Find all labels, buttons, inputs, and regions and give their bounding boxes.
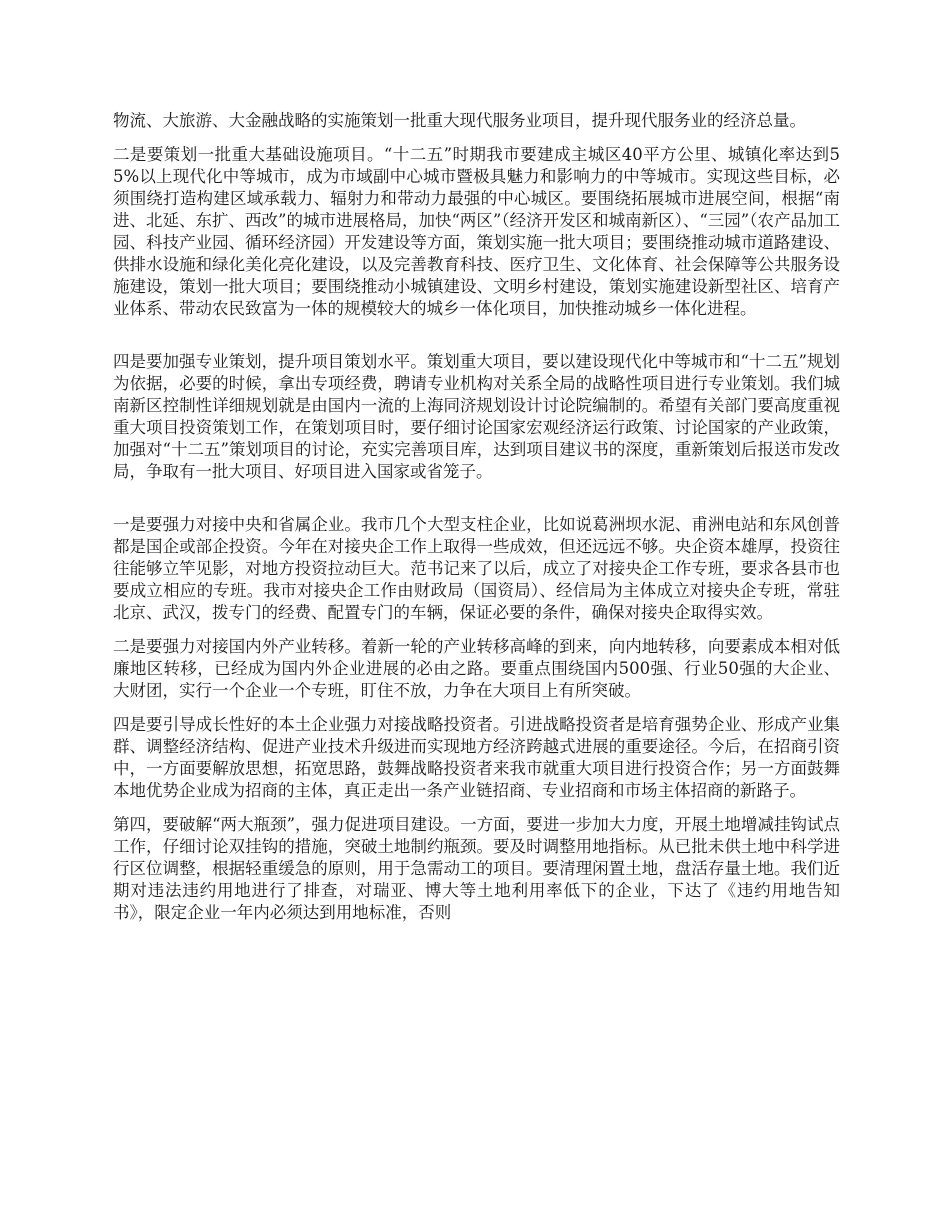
paragraph-service-industry-tail: 物流、大旅游、大金融战略的实施策划一批重大现代服务业项目，提升现代服务业的经济总量。	[113, 111, 806, 130]
paragraph-professional-planning: 四是要加强专业策划，提升项目策划水平。策划重大项目，要以建设现代化中等城市和“十二五”规划为依据，必要的时候，拿出专项经费，聘请专业机构对关系全局的战略性项目进行专业策划。我们城南新区控制性详细规划就是由国内一流的上海同济规划设计讨论院编制的。希望有关部门要高度重视重大项目投资策划工作，在策划项目时，要仔细讨论国家宏观经济运行政策、讨论国家的产业政策，加强对“十二五”策划项目的讨论，充实完善项目库，达到项目建议书的深度，重新策划后报送市发改局，争取有一批大项目、好项目进入国家或省笼子。	[113, 352, 840, 481]
paragraph-infrastructure-projects: 二是要策划一批重大基础设施项目。“十二五”时期我市要建成主城区40平方公里、城镇化率达到55%以上现代化中等城市，成为市域副中心城市暨极具魅力和影响力的中等城市。实现这些目标，必须围绕打造构建区域承载力、辐射力和带动力最强的中心城区。要围绕拓展城市进展空间，根据“南进、北延、东扩、西改”的城市进展格局，加快“两区”（经济开发区和城南新区）、“三园”（农产品加工园、科技产业园、循环经济园）开发建设等方面，策划实施一批大项目；要围绕推动城市道路建设、供排水设施和绿化美化亮化建设，以及完善教育科技、医疗卫生、文化体育、社会保障等公共服务设施建设，策划一批大项目；要围绕推动小城镇建设、文明乡村建设，策划实施建设新型社区、培育产业体系、带动农民致富为一体的规模较大的城乡一体化项目，加快推动城乡一体化进程。	[113, 145, 840, 318]
paragraph-industry-transfer: 二是要强力对接国内外产业转移。着新一轮的产业转移高峰的到来，向内地转移，向要素成本相对低廉地区转移，已经成为国内外企业进展的必由之路。要重点围绕国内500强、行业50强的大企业、大财团，实行一个企业一个专班，盯住不放，力争在大项目上有所突破。	[113, 637, 840, 700]
document-body	[113, 110, 840, 936]
paragraph-two-bottlenecks: 第四，要破解“两大瓶颈”，强力促进项目建设。一方面，要进一步加大力度，开展土地增减挂钩试点工作，仔细讨论双挂钩的措施，突破土地制约瓶颈。要及时调整用地指标。从已批未供土地中科学进行区位调整，根据轻重缓急的原则，用于急需动工的项目。要清理闲置土地，盘活存量土地。我们近期对违法违约用地进行了排查，对瑞亚、博大等土地利用率低下的企业，下达了《违约用地告知书》，限定企业一年内必须达到用地标准，否则	[113, 815, 840, 922]
paragraph-strategic-investors: 四是要引导成长性好的本土企业强力对接战略投资者。引进战略投资者是培育强势企业、形成产业集群、调整经济结构、促进产业技术升级进而实现地方经济跨越式进展的重要途径。今后，在招商引资中，一方面要解放思想，拓宽思路，鼓舞战略投资者来我市就重大项目进行投资合作；另一方面鼓舞本地优势企业成为招商的主体，真正走出一条产业链招商、专业招商和市场主体招商的新路子。	[113, 715, 840, 800]
paragraph-central-enterprises: 一是要强力对接中央和省属企业。我市几个大型支柱企业，比如说葛洲坝水泥、甫洲电站和东风创普都是国企或部企投资。今年在对接央企工作上取得一些成效，但还远远不够。央企资本雄厚，投资往往能够立竿见影，对地方投资拉动巨大。范书记来了以后，成立了对接央企工作专班，要求各县市也要成立相应的专班。我市对接央企工作由财政局（国资局）、经信局为主体成立对接央企专班，常驻北京、武汉，拨专门的经费、配置专门的车辆，保证必要的条件，确保对接央企取得实效。	[113, 515, 840, 622]
